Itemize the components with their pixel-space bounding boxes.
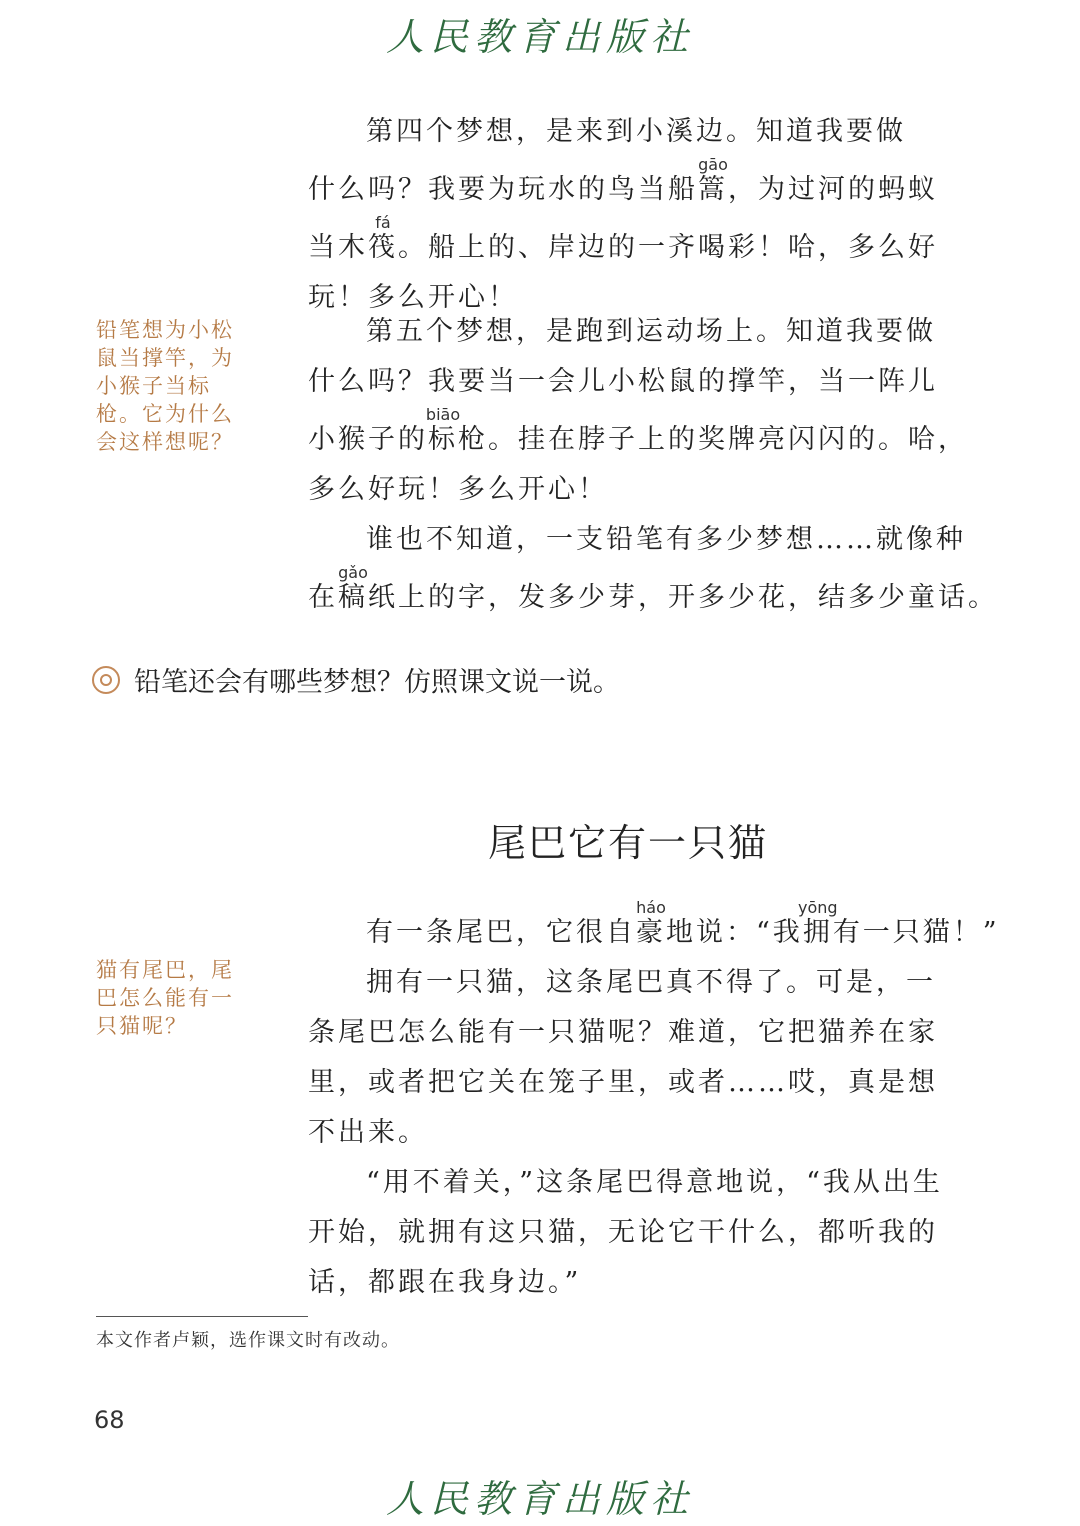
text-line: 玩！多么开心！ (308, 282, 518, 313)
text-line: 拥有一只猫，这条尾巴真不得了。可是，一 (366, 967, 936, 998)
story-section-1b (308, 307, 998, 623)
pinyin-annotated-char (698, 155, 728, 205)
text-line (250, 405, 968, 465)
paragraph-conclusion (308, 515, 998, 623)
footnote: 本文作者卢颖，选作课文时有改动。 (96, 1330, 400, 1351)
text-span: 小猴子的 (308, 424, 428, 455)
annotated-char: 稿 (338, 582, 368, 613)
annotated-char: 筏 (368, 232, 398, 263)
text-line: 第四个梦想，是来到小溪边。知道我要做 (366, 116, 906, 147)
text-span: 有一条尾巴，它很自 (366, 917, 636, 948)
paragraph-tail-cat-1 (308, 898, 1000, 958)
text-line (250, 563, 998, 623)
text-span: 当木 (308, 232, 368, 263)
pinyin-annotated-char (368, 213, 398, 263)
pinyin: gāo (698, 155, 728, 174)
pinyin: háo (636, 898, 666, 917)
paragraph-4th-dream (308, 107, 948, 323)
pinyin: yōng (798, 898, 838, 917)
annotated-char: 标 (425, 424, 461, 455)
text-line: 话，都跟在我身边。” (308, 1267, 582, 1298)
pinyin-annotated-char (636, 898, 666, 948)
page-number: 68 (94, 1406, 125, 1434)
pinyin: fá (368, 213, 398, 232)
text-line: 里，或者把它关在笼子里，或者……哎，真是想 (308, 1067, 938, 1098)
text-line (308, 898, 1000, 958)
question-text: 铅笔还会有哪些梦想？仿照课文说一说。 (134, 667, 620, 698)
text-line: 什么吗？我要当一会儿小松鼠的撑竿，当一阵儿 (308, 366, 938, 397)
pinyin-annotated-char (798, 898, 838, 948)
text-line: 第五个梦想，是跑到运动场上。知道我要做 (366, 316, 936, 347)
footnote-divider (96, 1316, 308, 1317)
lesson-title: 尾巴它有一只猫 (487, 821, 768, 865)
text-line: “用不着关，”这条尾巴得意地说，“我从出生 (366, 1167, 943, 1198)
annotated-char: 篙 (698, 174, 728, 205)
text-span: 地说：“我 (666, 917, 803, 948)
text-line (250, 157, 948, 215)
text-line: 不出来。 (308, 1117, 428, 1148)
text-span: 什么吗？我要为玩水的鸟当船 (308, 174, 698, 205)
pinyin: gǎo (338, 563, 368, 582)
side-note-pencil: 铅笔想为小松鼠当撑竿，为小猴子当标枪。它为什么会这样想呢？ (96, 318, 234, 454)
text-span: 在 (308, 582, 338, 613)
text-line: 谁也不知道，一支铅笔有多少梦想……就像种 (366, 524, 966, 555)
side-note-tail: 猫有尾巴，尾巴怎么能有一只猫呢？ (96, 958, 234, 1038)
pinyin-annotated-char (338, 563, 368, 613)
text-line: 条尾巴怎么能有一只猫呢？难道，它把猫养在家 (308, 1017, 938, 1048)
text-span: 。船上的、岸边的一齐喝彩！哈，多么好 (398, 232, 938, 263)
text-span: 枪。挂在脖子上的奖牌亮闪闪的。哈， (458, 424, 968, 455)
paragraph-tail-cat-2 (308, 958, 948, 1158)
publisher-logo-bottom: 人民教育出版社 (385, 1477, 694, 1521)
text-line: 开始，就拥有这只猫，无论它干什么，都听我的 (308, 1217, 938, 1248)
paragraph-5th-dream (308, 307, 968, 515)
text-span: 有一只猫！” (832, 917, 1000, 948)
paragraph-tail-cat-3 (308, 1158, 948, 1308)
text-span: ，为过河的蚂蚁 (728, 174, 938, 205)
exercise-question (92, 660, 620, 699)
story-section-2 (308, 898, 1000, 1308)
seal-circle-icon (92, 666, 120, 694)
publisher-logo-top: 人民教育出版社 (385, 15, 694, 59)
pinyin: biāo (425, 405, 461, 424)
pinyin-annotated-char (425, 405, 461, 455)
annotated-char: 豪 (636, 917, 666, 948)
annotated-char: 拥 (798, 917, 838, 948)
text-span: 纸上的字，发多少芽，开多少花，结多少童话。 (368, 582, 998, 613)
text-line: 多么好玩！多么开心！ (308, 474, 608, 505)
text-line (250, 215, 948, 273)
story-section-1 (308, 107, 948, 323)
